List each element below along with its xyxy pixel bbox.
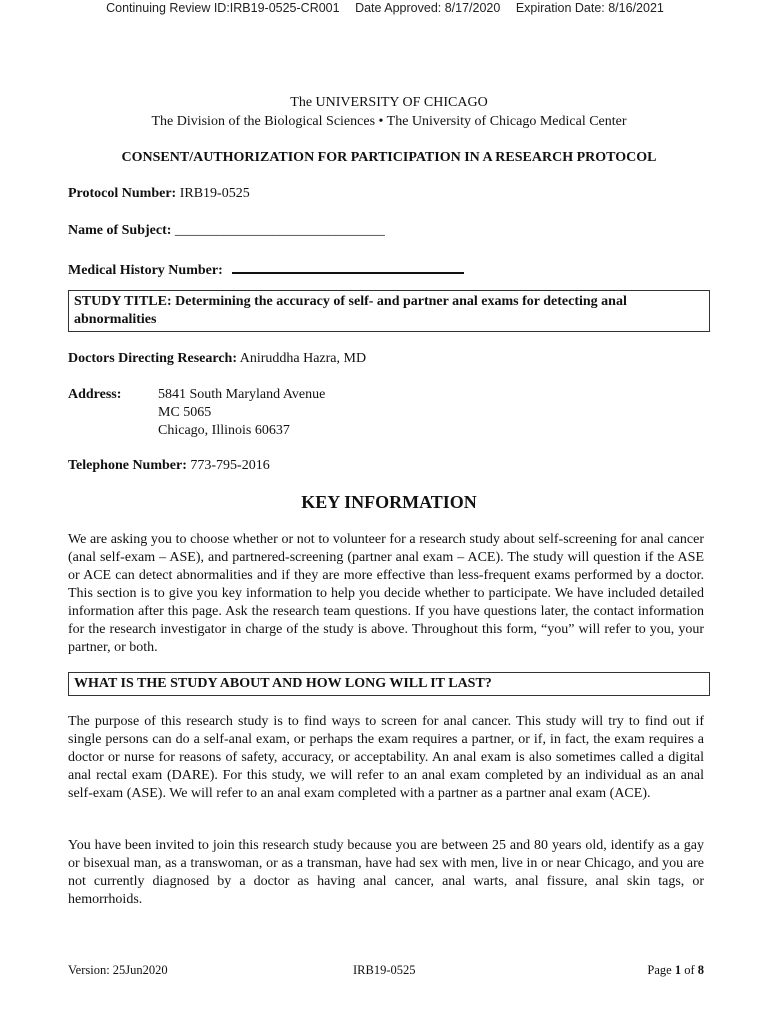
study-about-heading-box bbox=[68, 672, 710, 696]
doctors-directing bbox=[68, 350, 366, 368]
address-line: MC 5065 bbox=[158, 405, 212, 420]
irb-approval-header bbox=[0, 0, 770, 16]
page-number: Page 1 of 8 bbox=[647, 963, 704, 977]
telephone-value: 773-795-2016 bbox=[190, 458, 270, 473]
expiration-date: Expiration Date: 8/16/2021 bbox=[515, 1, 664, 15]
mrn-label: Medical History Number: bbox=[68, 263, 223, 278]
study-title-box bbox=[68, 290, 710, 332]
subject-label: Name of Subject: bbox=[68, 223, 172, 238]
doctors-value: Aniruddha Hazra, MD bbox=[239, 351, 367, 366]
key-information-paragraph: We are asking you to choose whether or not to volunteer for a research study about self-screening for anal cancer (anal self-exam – ASE), and partnered-screening (partner anal exam – ACE). The study will question if the ASE or ACE can detect abnormalities and if they are more effective than less-frequent exams performed by a doctor. This section is to give you key information to help you decide whether to participate. We have included detailed information after this page. Ask the research team questions. If you have questions later, the contact information for the research investigator in charge of the study is above. Throughout this form, “you” will refer to you, your partner, or both. bbox=[68, 532, 704, 655]
study-title-line2: abnormalities bbox=[74, 312, 157, 327]
study-about-paragraph-2: You have been invited to join this research study because you are between 25 and 80 years old, identify as a gay or bisexual man, as a transwoman, or as a transman, have had sex with men, live in or near Chicago, and you are not currently diagnosed by a doctor as having anal cancer, anal warts, anal fissure, anal skin tags, or hemorrhoids. bbox=[68, 838, 704, 907]
doctors-label: Doctors Directing Research: bbox=[68, 351, 237, 366]
subject-name-field bbox=[68, 222, 385, 240]
address-label: Address: bbox=[68, 387, 122, 402]
protocol-label: Protocol Number: bbox=[68, 186, 177, 201]
division-name: The Division of the Biological Sciences • The University of Chicago Medical Center bbox=[151, 114, 627, 129]
telephone-label: Telephone Number: bbox=[68, 458, 187, 473]
protocol-value: IRB19-0525 bbox=[179, 186, 250, 201]
address-block bbox=[158, 386, 325, 440]
footer-protocol: IRB19-0525 bbox=[353, 963, 416, 977]
subject-blank: ______________________________ bbox=[174, 223, 385, 238]
study-title-line1: STUDY TITLE: Determining the accuracy of self- and partner anal exams for detecting anal bbox=[74, 294, 627, 309]
consent-title: CONSENT/AUTHORIZATION FOR PARTICIPATION IN A RESEARCH PROTOCOL bbox=[121, 150, 657, 165]
university-name: The UNIVERSITY OF CHICAGO bbox=[290, 95, 488, 110]
medical-history-number-field bbox=[68, 258, 464, 280]
address-line: Chicago, Illinois 60637 bbox=[158, 423, 290, 438]
mrn-blank-line bbox=[232, 258, 464, 274]
telephone-number bbox=[68, 457, 270, 475]
study-about-paragraph-1: The purpose of this research study is to find ways to screen for anal cancer. This study will try to find out if single persons can do a self-anal exam, or perhaps the exam requires a partner, or if, in fact, the exam requires a doctor or nurse for reasons of safety, accuracy, or acceptability. An anal exam is also sometimes called a digital anal rectal exam (DARE). For this study, we will refer to an anal exam completed by an individual as an anal self-exam (ASE). We will refer to an anal exam completed with a partner as a partner anal exam (ACE). bbox=[68, 714, 704, 801]
version-label: Version: 25Jun2020 bbox=[68, 963, 168, 977]
key-information-heading: KEY INFORMATION bbox=[301, 492, 477, 512]
review-id: Continuing Review ID:IRB19-0525-CR001 bbox=[106, 1, 340, 15]
study-about-heading: WHAT IS THE STUDY ABOUT AND HOW LONG WILL IT LAST? bbox=[74, 676, 492, 691]
address-line: 5841 South Maryland Avenue bbox=[158, 387, 326, 402]
protocol-number bbox=[68, 185, 250, 203]
date-approved: Date Approved: 8/17/2020 bbox=[355, 1, 501, 15]
